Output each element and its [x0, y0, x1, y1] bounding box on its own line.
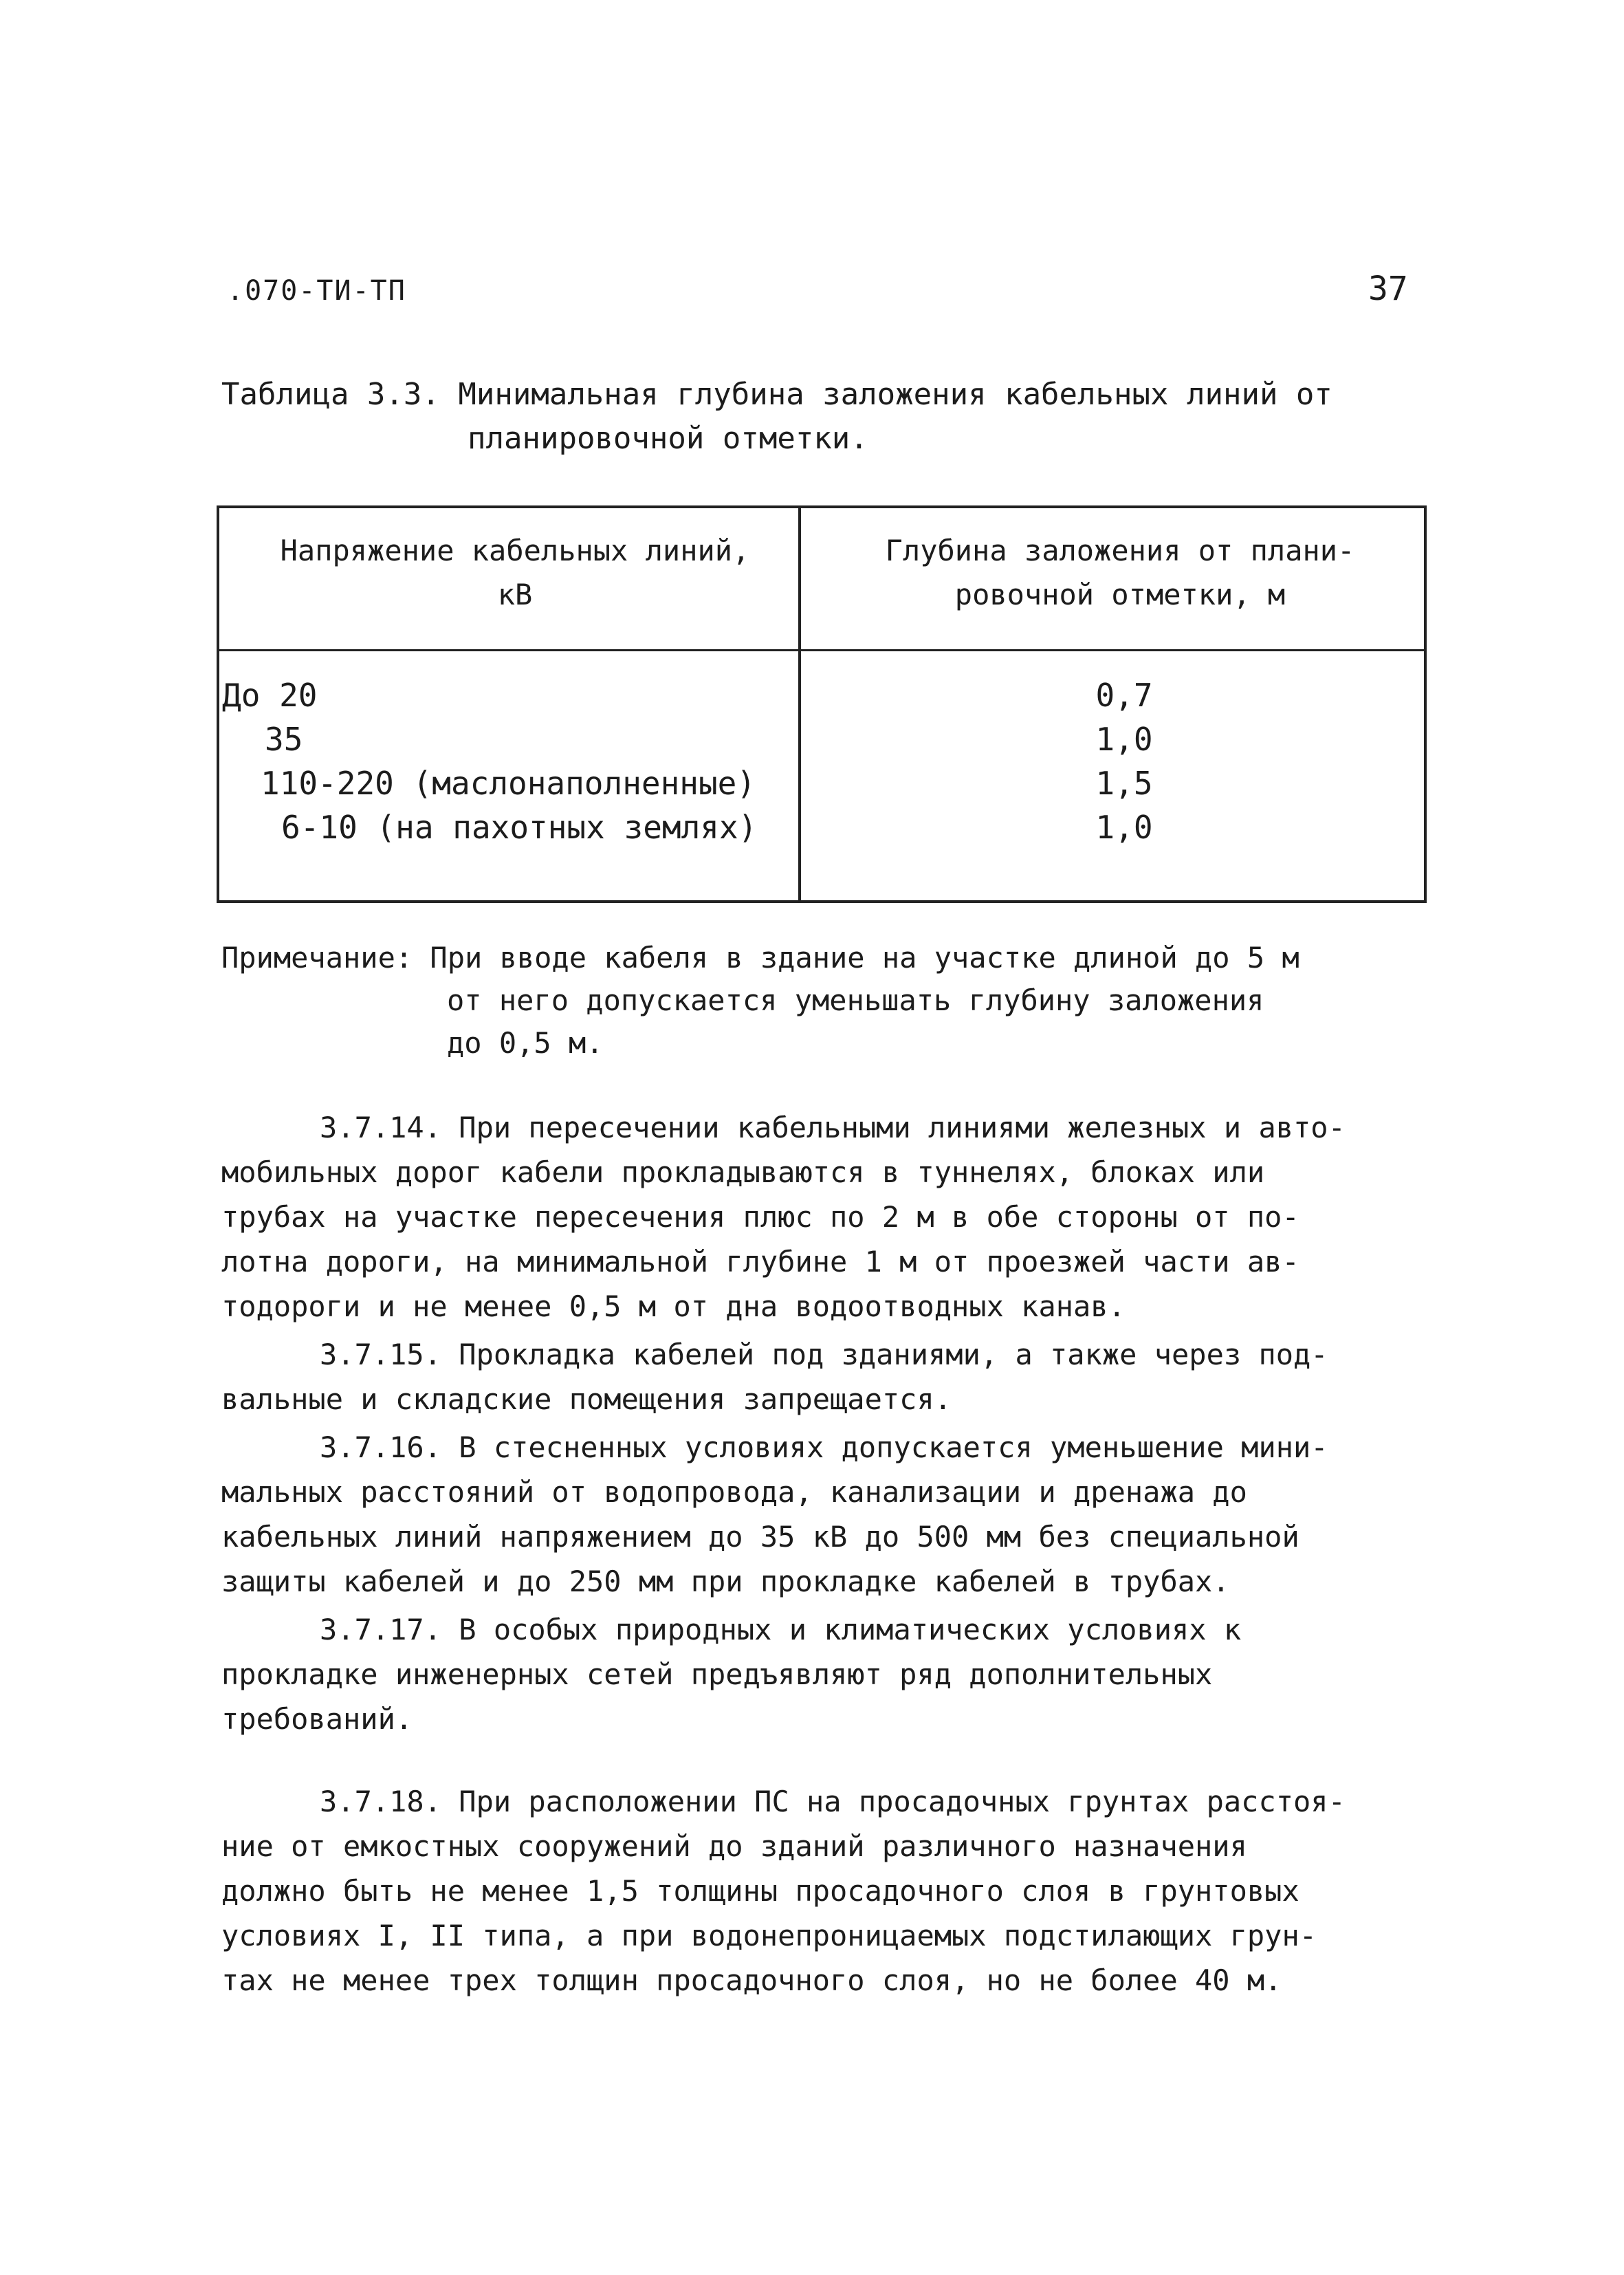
table-caption-line-1: Таблица 3.3. Минимальная глубина заложения кабельных линий от: [221, 377, 1332, 412]
note-line: Примечание: При вводе кабеля в здание на участке длиной до 5 м: [221, 941, 1299, 975]
voltage-cell: 35: [265, 721, 303, 758]
voltage-cell: 6-10 (на пахотных землях): [281, 809, 758, 846]
document-code: .070-ТИ-ТП: [227, 275, 406, 307]
voltage-column: [219, 673, 798, 849]
table-caption-line-2: планировочной отметки.: [468, 421, 868, 456]
depth-column: [801, 673, 1427, 849]
depth-table: [217, 505, 1427, 903]
depth-cell: 0,7: [1095, 677, 1153, 714]
table-header-divider: [219, 649, 1424, 651]
depth-cell: 1,5: [1095, 765, 1153, 802]
depth-cell: 1,0: [1095, 809, 1153, 846]
page-number: 37: [1368, 270, 1408, 308]
note-line: от него допускается уменьшать глубину заложения: [447, 983, 1264, 1017]
note-line: до 0,5 м.: [447, 1026, 604, 1060]
column-header-voltage: Напряжение кабельных линий, кВ: [280, 534, 750, 611]
column-header-depth: Глубина заложения от плани- ровочной отметки, м: [885, 534, 1355, 611]
voltage-cell: До 20: [222, 677, 318, 714]
depth-cell: 1,0: [1095, 721, 1153, 758]
voltage-cell: 110-220 (маслонаполненные): [261, 765, 756, 802]
